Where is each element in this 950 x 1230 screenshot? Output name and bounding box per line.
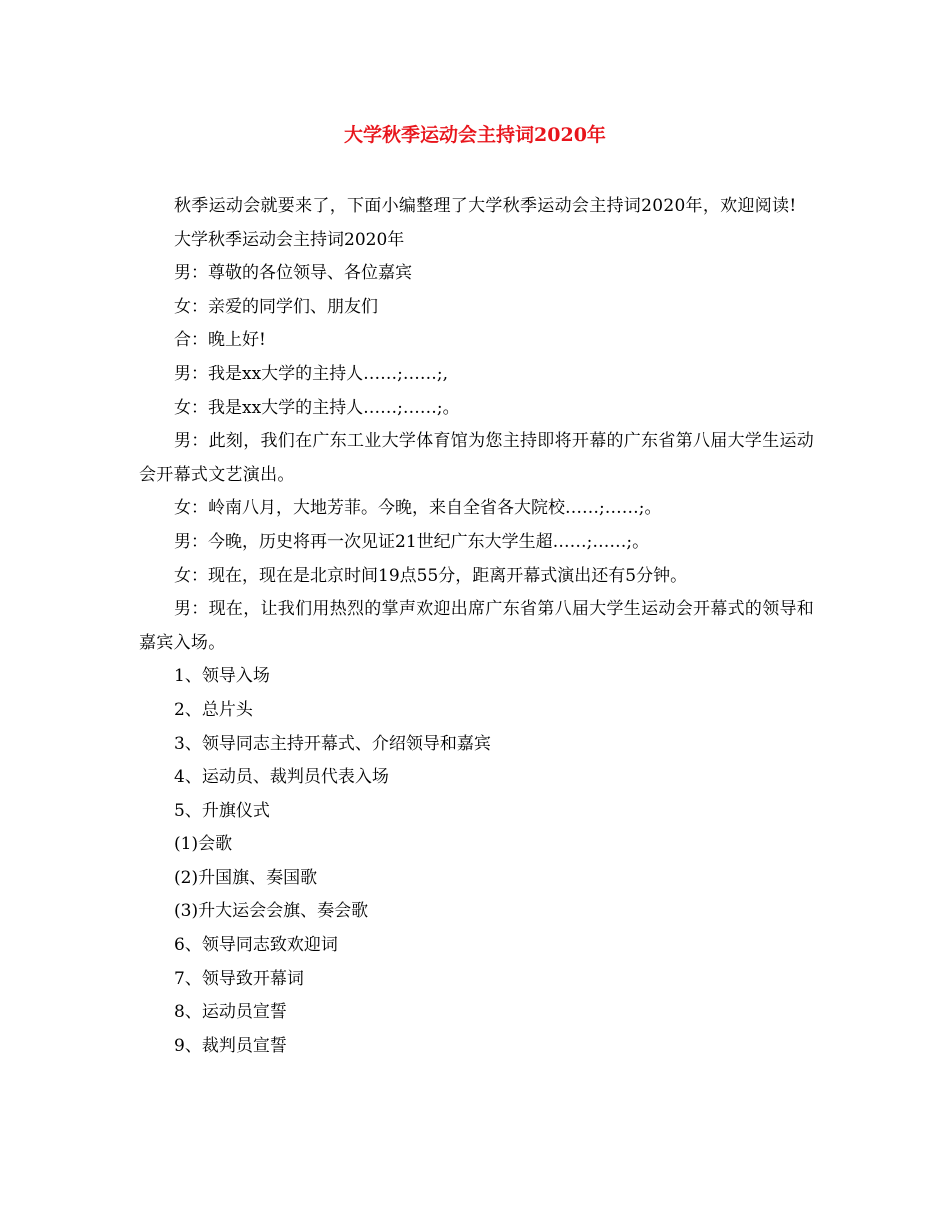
document-title: 大学秋季运动会主持词2020年 [344,124,606,146]
program-item: 6、领导同志致欢迎词 [174,935,338,956]
program-item: 5、升旗仪式 [174,800,270,821]
script-line: 女：我是xx大学的主持人……;……;。 [174,397,460,418]
program-item: 4、运动员、裁判员代表入场 [174,767,389,788]
intro-paragraph: 秋季运动会就要来了，下面小编整理了大学秋季运动会主持词2020年，欢迎阅读! [174,196,797,216]
script-line: 女：现在，现在是北京时间19点55分，距离开幕式演出还有5分钟。 [174,565,688,586]
program-item: 3、领导同志主持开幕式、介绍领导和嘉宾 [174,733,491,754]
script-line: 女：岭南八月，大地芳菲。今晚，来自全省各大院校……;……;。 [174,498,662,519]
program-subitem: (3)升大运会会旗、奏会歌 [174,901,369,922]
script-line: 男：此刻，我们在广东工业大学体育馆为您主持即将开幕的广东省第八届大学生运动会开幕式文艺演出。 [139,431,815,485]
script-line: 男：我是xx大学的主持人……;……;, [174,363,449,384]
script-line: 男：现在，让我们用热烈的掌声欢迎出席广东省第八届大学生运动会开幕式的领导和嘉宾入场。 [139,599,815,653]
script-line: 男：今晚，历史将再一次见证21世纪广东大学生超……;……;。 [174,531,650,552]
document-body [139,190,815,1063]
script-line: 男：尊敬的各位领导、各位嘉宾 [174,263,412,284]
script-line: 合：晚上好! [174,330,266,351]
program-subitem: (2)升国旗、奏国歌 [174,867,318,888]
program-item: 1、领导入场 [174,666,270,687]
program-subitem: (1)会歌 [174,834,233,855]
program-item: 7、领导致开幕词 [174,968,304,989]
program-item: 2、总片头 [174,699,253,720]
script-line: 女：亲爱的同学们、朋友们 [174,296,378,317]
program-item: 8、运动员宣誓 [174,1002,287,1023]
section-heading: 大学秋季运动会主持词2020年 [174,229,405,250]
program-item: 9、裁判员宣誓 [174,1035,287,1056]
